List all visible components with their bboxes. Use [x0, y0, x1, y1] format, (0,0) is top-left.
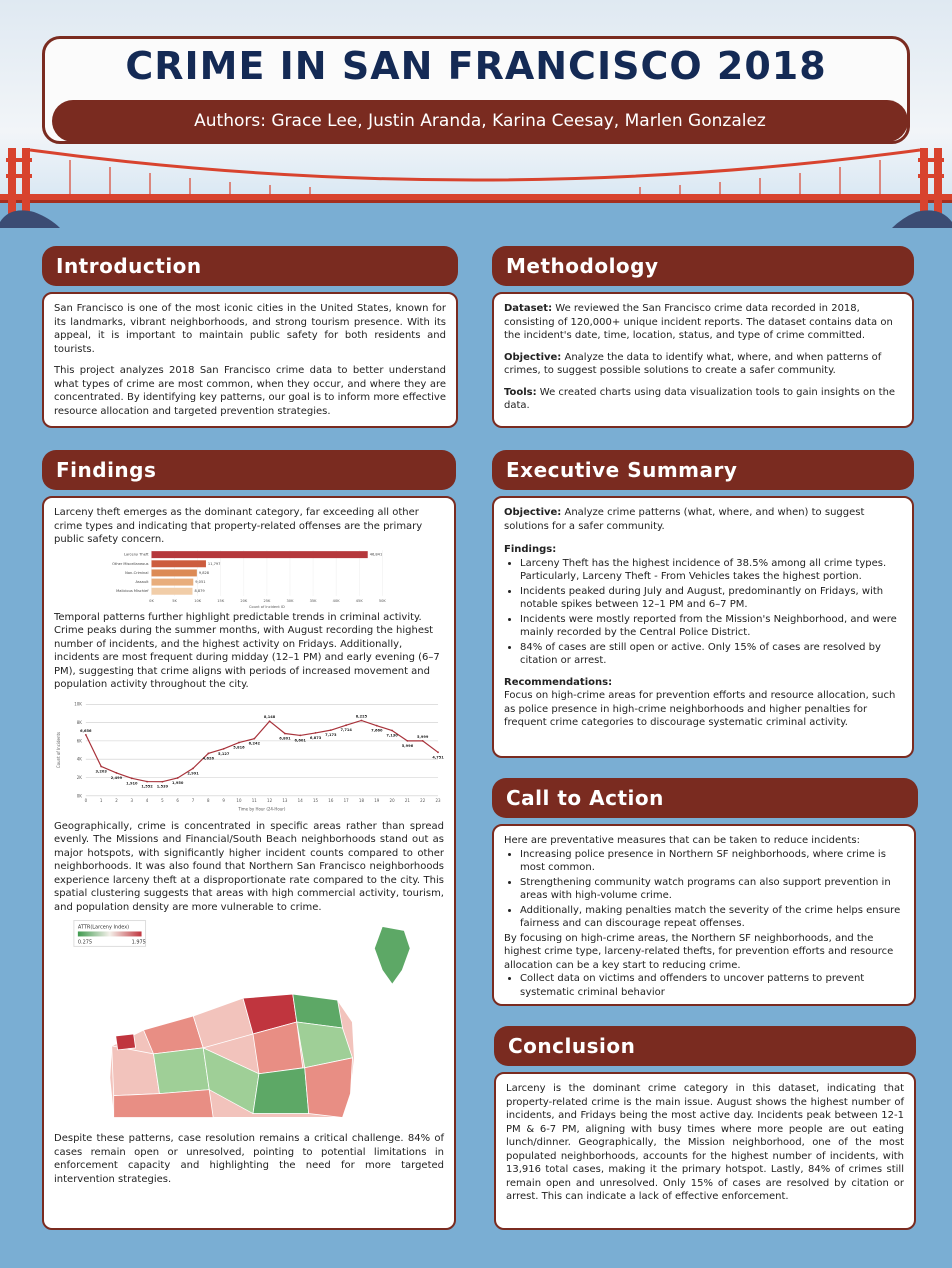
larceny-index-map [54, 918, 444, 1130]
map-legend-max: 1.975 [131, 939, 146, 946]
line-point [422, 739, 424, 741]
line-point [330, 729, 332, 731]
cta-middle: By focusing on high-crime areas, the Northern SF neighborhoods, and the highest crime type, larceny-related thefts, for prevention efforts and resource allocation can be a key start to reducing crime. [504, 932, 894, 971]
line-x-tick-label: 2 [115, 797, 118, 803]
bar-mark [152, 551, 368, 558]
cta-list [520, 848, 904, 931]
line-x-tick-label: 5 [161, 797, 164, 803]
methodology-dataset [504, 302, 902, 343]
line-y-axis-label: Count of Incidents [55, 731, 61, 768]
line-value-label: 1,539 [156, 784, 169, 789]
line-point [207, 752, 209, 754]
line-point [299, 734, 301, 736]
line-value-label: 8,225 [355, 714, 368, 719]
bar-value-label: 9,051 [195, 579, 206, 584]
line-point [376, 724, 378, 726]
line-point [177, 777, 179, 779]
line-value-label: 6,242 [248, 741, 260, 746]
findings-box [42, 496, 456, 1230]
line-value-label: 6,801 [279, 736, 291, 741]
bar-x-tick-label: 40K [332, 598, 340, 603]
poster-title: CRIME IN SAN FRANCISCO 2018 [125, 44, 827, 88]
methodology-box [492, 292, 914, 428]
introduction-heading: Introduction [42, 246, 458, 286]
cta-intro: Here are preventative measures that can be taken to reduce incidents: [504, 835, 861, 846]
map-region-sunset [153, 1048, 209, 1094]
line-y-tick-label: 4K [76, 756, 82, 762]
conclusion-box [494, 1072, 916, 1230]
bar-value-label: 11,797 [207, 561, 221, 566]
bar-mark [152, 578, 194, 585]
bar-category-label: Malicious Mischief [116, 588, 149, 593]
line-point [192, 767, 194, 769]
bar-x-tick-label: 25K [263, 598, 271, 603]
line-x-tick-label: 11 [251, 797, 257, 803]
line-point [407, 740, 409, 742]
map-region-outer-richmond [112, 1046, 160, 1096]
exec-finding-item: • Larceny Theft has the highest incidence of 38.5% among all crime types. Particularly, Larceny Theft - From Vehicles takes the highest portion. [520, 557, 902, 584]
findings-paragraph-4: Despite these patterns, case resolution remains a critical challenge. 84% of cases remain open or unresolved, pointing to potential limitations in enforcement capacity and highlighting the need for more targeted intervention strategies. [54, 1133, 444, 1185]
line-x-tick-label: 22 [420, 797, 426, 803]
exec-finding-item: • 84% of cases are still open or active. Only 15% of cases are resolved by citation or arrest. [520, 641, 902, 668]
bar-category-label: Other Miscellaneous [112, 561, 149, 566]
line-x-tick-label: 12 [267, 797, 273, 803]
line-value-label: 5,996 [401, 743, 414, 748]
exec-finding-item: • Incidents peaked during July and August, predominantly on Fridays, with notable spikes between 12–1 PM and 6–7 PM. [520, 585, 902, 612]
bar-x-tick-label: 30K [286, 598, 294, 603]
dataset-label: Dataset: [504, 303, 553, 314]
bar-x-tick-label: 10K [194, 598, 202, 603]
line-point [345, 724, 347, 726]
line-x-tick-label: 0 [84, 797, 88, 803]
bar-x-tick-label: 20K [240, 598, 248, 603]
exec-objective-label: Objective: [504, 507, 562, 518]
exec-objective-text: Analyze crime patterns (what, where, and when) to suggest solutions for a safer community. [504, 507, 865, 532]
line-value-label: 3,203 [95, 768, 107, 773]
bar-category-label: Non-Criminal [125, 570, 149, 575]
line-x-tick-label: 10 [236, 797, 242, 803]
introduction-paragraph-1: San Francisco is one of the most iconic cities in the United States, known for its landmarks, vibrant neighborhoods, and strong tourism presence. With its appeal, it is important to maintain public safety for both residents and tourists. [54, 303, 446, 355]
bar-mark [152, 560, 206, 567]
findings-paragraph-1: Larceny theft emerges as the dominant category, far exceeding all other crime types and indicating that property-related offenses are the primary public safety concern. [54, 507, 423, 545]
line-point [238, 741, 240, 743]
bar-x-tick-label: 50K [378, 598, 386, 603]
map-legend-title: ATTR(Larceny Index) [77, 924, 130, 931]
line-point [162, 780, 164, 782]
findings-paragraph-2: Temporal patterns further highlight predictable trends in criminal activity. Crime peaks during the summer months, with August recording the highest number of incidents, and the highest activity on Fridays. Additionally, incidents are most frequent during midday (12–1 PM) and early evening (6–7 PM), suggesting that crime aligns with periods of increased movement and population activity throughout the city. [54, 611, 440, 690]
bar-mark [152, 587, 193, 594]
line-value-label: 7,714 [340, 727, 352, 732]
methodology-heading: Methodology [492, 246, 914, 286]
objective-text: Analyze the data to identify what, where, and when patterns of crimes, to suggest possible solutions to create a safer community. [504, 351, 882, 376]
line-x-tick-label: 21 [404, 797, 410, 803]
line-x-tick-label: 18 [358, 797, 364, 803]
conclusion-text: Larceny is the dominant crime category in this dataset, indicating that property-related crime is the main issue. August shows the highest number of incidents, and Fridays being the most active day. Incidents peak between 12-1 PM & 6-7 PM, aligning with busy times where more people are out eating lunch/dinner. Geographically, the Mission neighborhood, one of the most populated neighborhoods, accounts for the highest number of incidents, with 13,916 total cases, making it the primary hotspot. Lastly, 84% of crimes still remain open and unresolved. Only 15% of cases are resolved by citation or arrest. This can indicate a lack of effective enforcement. [506, 1083, 904, 1202]
incidents-by-hour-line-chart [54, 696, 444, 816]
conclusion-heading: Conclusion [494, 1026, 916, 1066]
line-x-tick-label: 6 [176, 797, 179, 803]
line-x-tick-label: 3 [130, 797, 134, 803]
line-value-label: 6,873 [309, 735, 322, 740]
bar-category-label: Assault [135, 579, 149, 584]
call-to-action-heading: Call to Action [492, 778, 918, 818]
line-point [284, 732, 286, 734]
call-to-action-box [492, 824, 916, 1006]
line-value-label: 7,173 [325, 732, 337, 737]
line-x-tick-label: 8 [207, 797, 210, 803]
objective-label: Objective: [504, 351, 562, 363]
bar-x-tick-label: 15K [217, 598, 225, 603]
line-value-label: 4,626 [202, 755, 215, 760]
bar-category-label: Larceny Theft [123, 552, 149, 557]
bar-value-label: 8,879 [194, 588, 205, 593]
map-region-treasure-island [374, 927, 410, 985]
line-value-label: 6,656 [80, 728, 92, 733]
bar-value-label: 9,828 [198, 570, 210, 575]
authors-banner: Authors: Grace Lee, Justin Aranda, Karina Ceesay, Marlen Gonzalez [52, 100, 908, 142]
line-x-tick-label: 7 [191, 797, 195, 803]
line-point [253, 737, 255, 739]
map-region-seacliff [116, 1034, 136, 1050]
line-point [100, 765, 102, 767]
exec-findings-list [520, 557, 902, 668]
bar-x-tick-label: 0K [149, 598, 154, 603]
line-value-label: 5,816 [233, 745, 245, 750]
line-y-tick-label: 10K [74, 701, 82, 707]
line-x-tick-label: 13 [282, 797, 288, 803]
introduction-paragraph-2: This project analyzes 2018 San Francisco crime data to better understand what types of crime are most common, when they occur, and where they are concentrated. By identifying key patterns, our goal is to inform more effective resource allocation and targeted prevention strategies. [54, 365, 446, 417]
line-x-tick-label: 4 [145, 797, 149, 803]
map-region-mission [253, 1068, 309, 1114]
golden-gate-bridge-illustration [0, 140, 952, 230]
line-y-tick-label: 2K [76, 774, 82, 780]
map-region-presidio [144, 1016, 204, 1054]
exec-objective [504, 506, 902, 533]
line-point [116, 772, 118, 774]
cta-item: • Collect data on victims and offenders to uncover patterns to prevent systematic criminal behavior [520, 972, 904, 999]
line-x-tick-label: 17 [343, 797, 349, 803]
exec-findings-label: Findings: [504, 544, 557, 555]
line-x-tick-label: 16 [328, 797, 334, 803]
exec-finding-item: • Incidents were mostly reported from the Mission's Neighborhood, and were mainly recorded by the Central Police District. [520, 613, 902, 640]
line-value-label: 2,991 [187, 770, 199, 775]
line-point [269, 720, 271, 722]
line-x-tick-label: 19 [374, 797, 380, 803]
cta-list-2 [520, 972, 904, 999]
line-point [391, 729, 393, 731]
line-point [223, 747, 225, 749]
exec-recommendations-text: Focus on high-crime areas for prevention efforts and resource allocation, such as police presence in high-crime neighborhoods and higher penalties for frequent crime categories to discourage systematic criminal activity. [504, 690, 896, 728]
line-value-label: 6,601 [294, 737, 306, 742]
line-value-label: 5,127 [217, 751, 230, 756]
findings-heading: Findings [42, 450, 456, 490]
dataset-text: We reviewed the San Francisco crime data recorded in 2018, consisting of 120,000+ unique incident reports. The dataset contains data on the incident's date, time, location, status, and type of crime committed. [504, 303, 893, 341]
line-x-tick-label: 20 [389, 797, 395, 803]
line-value-label: 8,148 [263, 714, 276, 719]
line-x-tick-label: 15 [312, 797, 319, 803]
line-point [131, 777, 133, 779]
line-series [86, 720, 438, 781]
tools-label: Tools: [504, 386, 537, 398]
bar-x-tick-label: 35K [309, 598, 317, 603]
line-value-label: 7,660 [371, 728, 383, 733]
line-x-tick-label: 14 [297, 797, 303, 803]
line-y-tick-label: 0K [76, 792, 82, 798]
methodology-tools [504, 386, 902, 413]
executive-summary-heading: Executive Summary [492, 450, 914, 490]
exec-recommendations-label: Recommendations: [504, 676, 613, 688]
line-value-label: 4,751 [432, 754, 444, 759]
line-y-tick-label: 8K [76, 719, 82, 725]
cta-item: • Additionally, making penalties match the severity of the crime helps ensure fairness and can discourage repeat offenses. [520, 904, 904, 931]
line-x-tick-label: 23 [435, 797, 441, 803]
tools-text: We created charts using data visualization tools to gain insights on the data. [504, 386, 896, 411]
line-value-label: 1,950 [172, 780, 184, 785]
bar-x-tick-label: 5K [172, 598, 177, 603]
map-legend-min: 0.275 [77, 939, 93, 946]
line-x-axis-label: Time by Hour (24-Hour) [238, 806, 286, 812]
bar-x-tick-label: 45K [355, 598, 363, 603]
cta-item: • Strengthening community watch programs can also support prevention in areas with high-volume crime. [520, 876, 904, 903]
methodology-objective [504, 351, 902, 378]
line-y-tick-label: 6K [76, 737, 82, 743]
line-value-label: 1,552 [141, 784, 153, 789]
findings-paragraph-3: Geographically, crime is concentrated in specific areas rather than spread evenly. The Missions and Financial/South Beach neighborhoods stand out as major hotspots, with significantly higher incident counts compared to other neighborhoods. It was also found that Northern San Francisco neighborhoods experience larceny theft at a disproportionate rate compared to the city. This spatial clustering suggests that areas with high commercial activity, tourism, and population density are more vulnerable to crime. [54, 820, 444, 913]
line-point [85, 733, 87, 735]
introduction-box [42, 292, 458, 428]
line-x-tick-label: 1 [99, 797, 103, 803]
line-value-label: 7,130 [386, 733, 398, 738]
map-region-bayview [305, 1058, 353, 1118]
crime-category-bar-chart [54, 549, 444, 611]
line-point [315, 731, 317, 733]
line-point [146, 780, 148, 782]
bar-mark [152, 569, 197, 576]
line-x-tick-label: 9 [222, 797, 225, 803]
line-point [361, 719, 363, 721]
bar-value-label: 46,841 [369, 552, 383, 557]
line-value-label: 5,999 [417, 734, 429, 739]
line-value-label: 2,499 [110, 775, 123, 780]
line-value-label: 1,910 [126, 780, 138, 785]
executive-summary-box [492, 496, 914, 758]
line-point [437, 751, 439, 753]
bar-x-axis-label: Count of Incident ID [249, 604, 285, 609]
cta-item: • Increasing police presence in Northern SF neighborhoods, where crime is most common. [520, 848, 904, 875]
map-legend-gradient [78, 931, 142, 936]
